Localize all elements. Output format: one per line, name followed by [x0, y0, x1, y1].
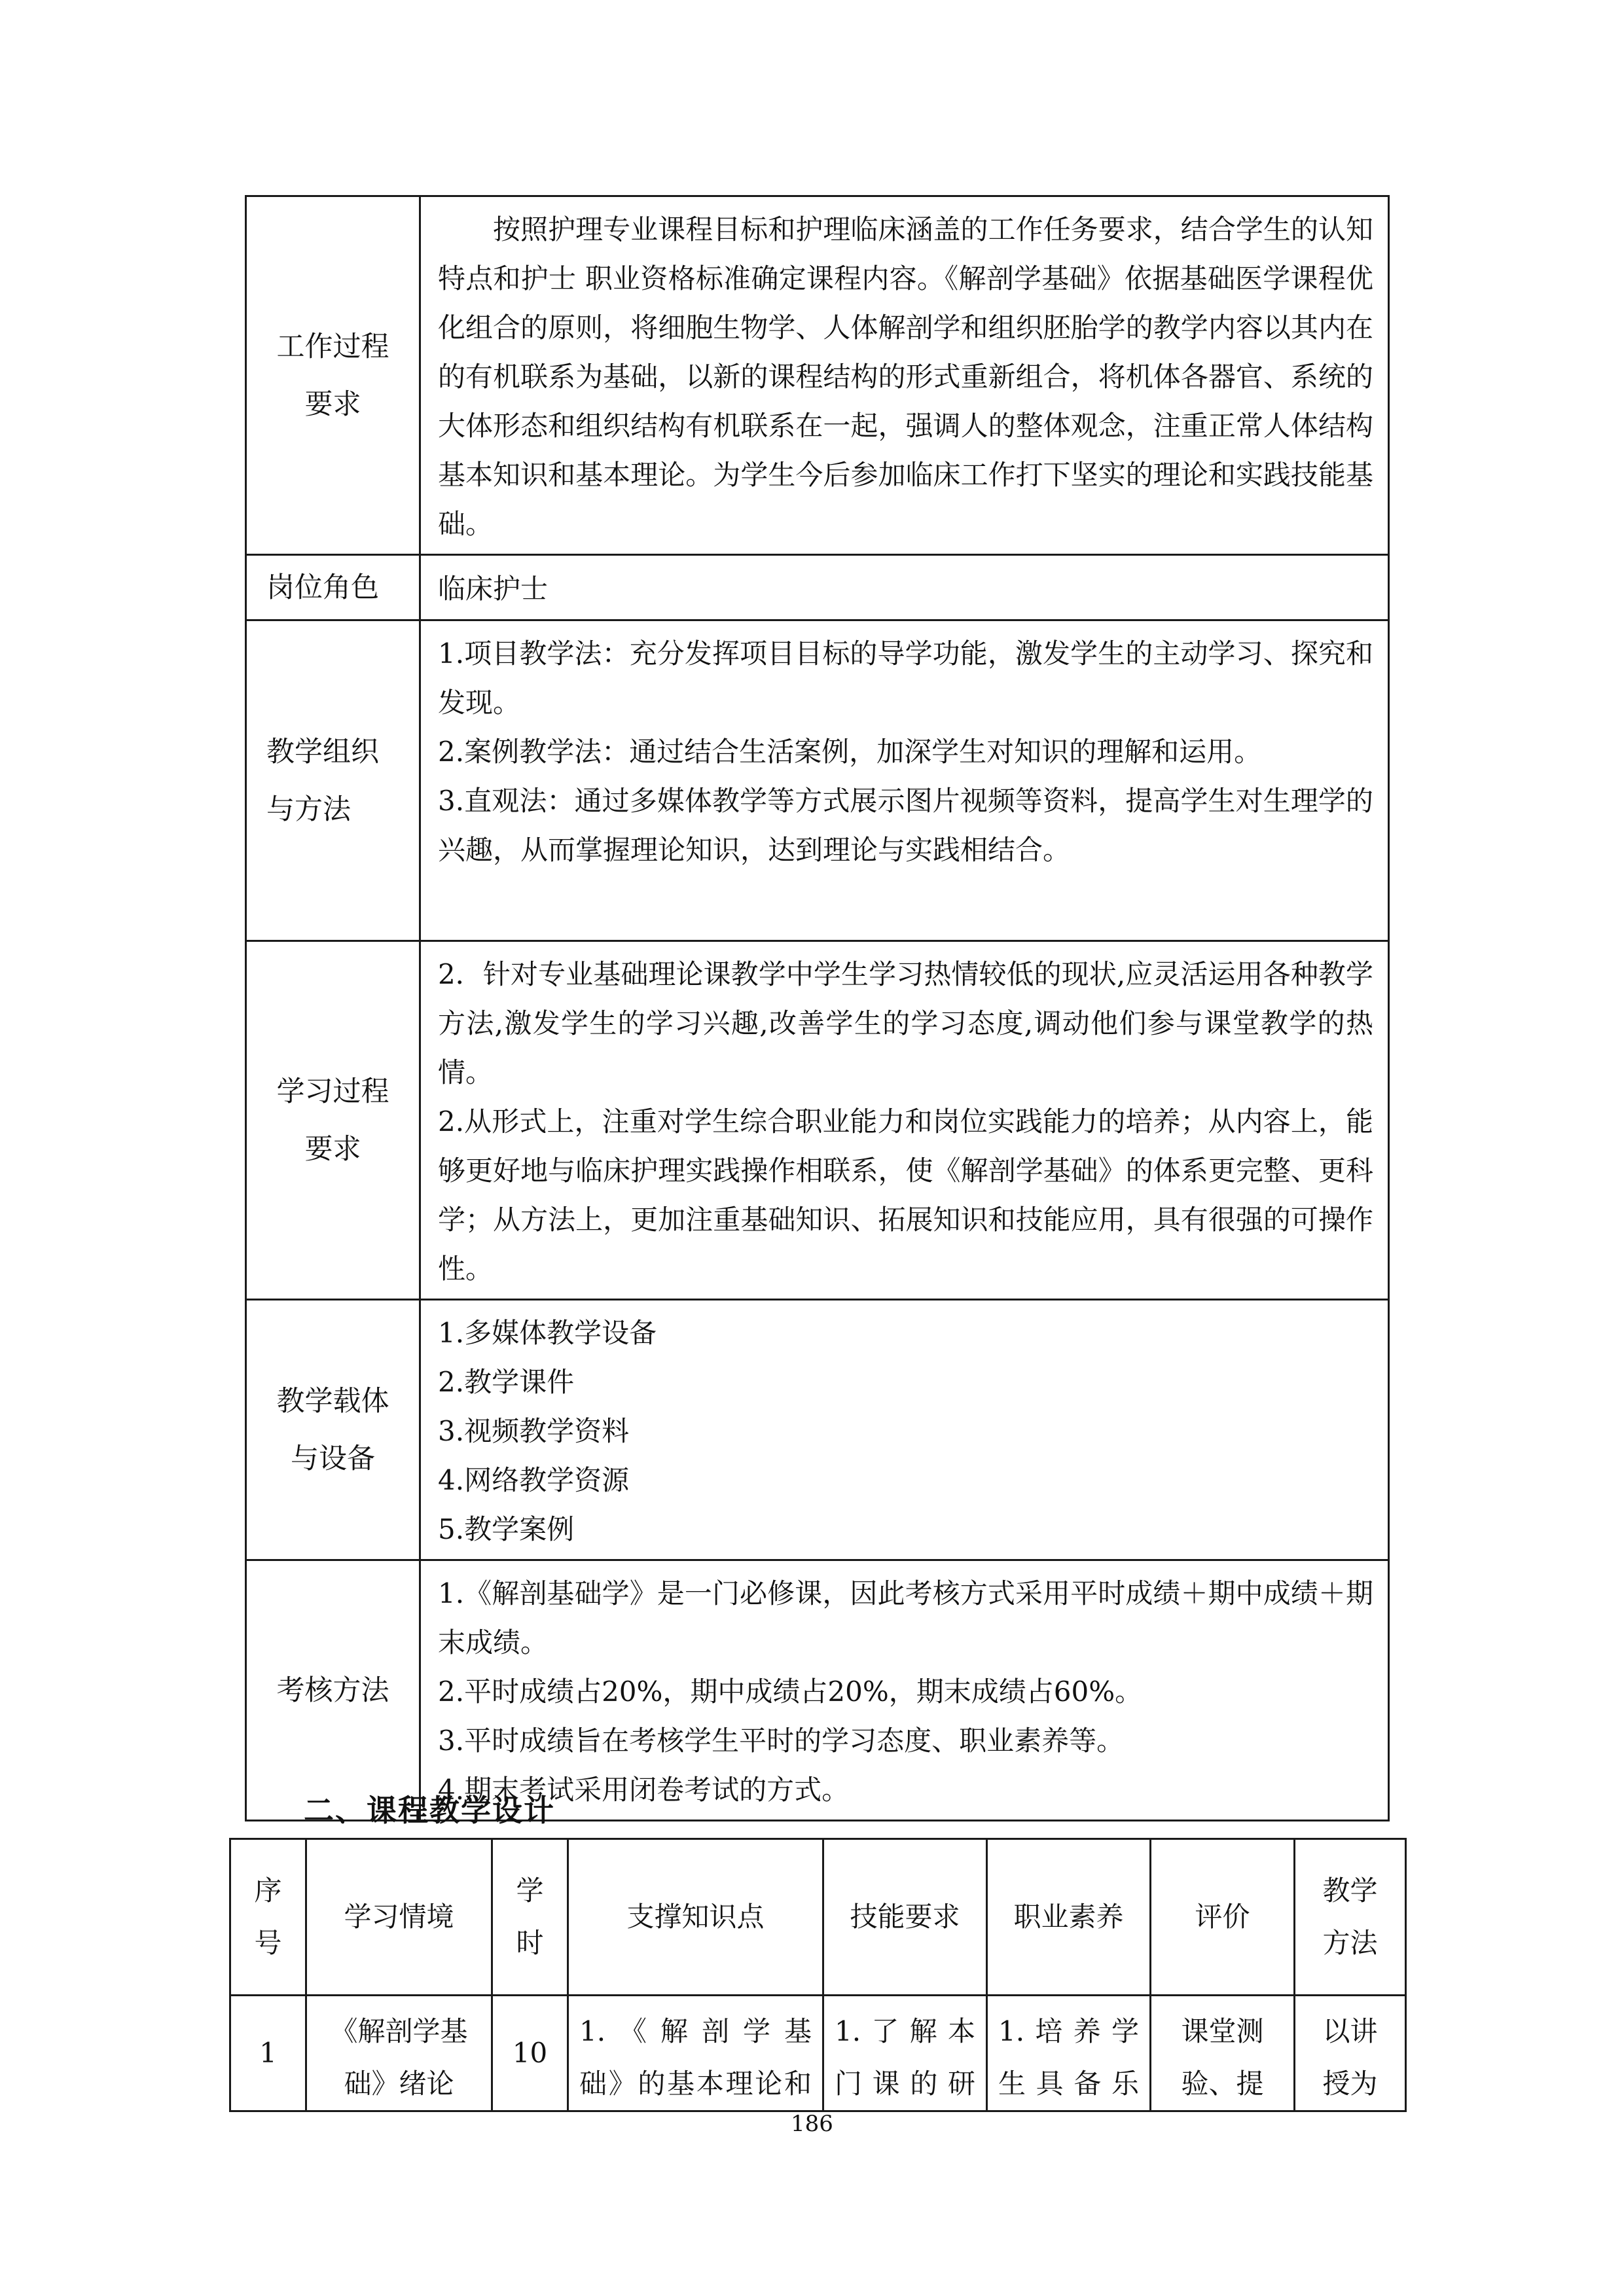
table-header-row	[230, 1839, 1406, 1996]
header-cell-literacy: 职业素养	[987, 1839, 1151, 1996]
header-cell-situation: 学习情境	[306, 1839, 492, 1996]
table-row	[230, 1996, 1406, 2111]
list-item: 4.网络教学资源	[438, 1464, 630, 1496]
header-cell-no: 序 号	[230, 1839, 306, 1996]
row-content	[420, 196, 1389, 555]
row-label: 考核方法	[246, 1560, 420, 1821]
list-item: 4.期末考试采用闭卷考试的方式。	[438, 1774, 850, 1806]
row-label: 教学组织 与方法	[246, 620, 420, 941]
row-content	[420, 620, 1389, 941]
paragraph: 3.直观法：通过多媒体教学等方式展示图片视频等资料，提高学生对生理学的兴趣，从而掌握理论知识，达到理论与实践相结合。	[438, 785, 1373, 866]
row-label: 工作过程 要求	[246, 196, 420, 555]
list-item: 1.多媒体教学设备	[438, 1317, 657, 1349]
cell-situation: 《解剖学基 础》绪论	[306, 1996, 492, 2111]
row-content	[420, 555, 1389, 620]
paragraph: 1.项目教学法：充分发挥项目目标的导学功能，激发学生的主动学习、探究和发现。	[438, 637, 1373, 719]
row-content	[420, 941, 1389, 1300]
header-cell-evaluation: 评价	[1151, 1839, 1295, 1996]
table-row	[246, 1300, 1389, 1560]
cell-hours: 10	[492, 1996, 568, 2111]
list-item: 2.平时成绩占20%，期中成绩占20%，期末成绩占60%。	[438, 1676, 1143, 1708]
cell-evaluation: 课堂测 验、提	[1151, 1996, 1295, 2111]
course-design-table	[229, 1838, 1407, 2112]
list-item: 3.平时成绩旨在考核学生平时的学习态度、职业素养等。	[438, 1725, 1125, 1757]
cell-skills: 1.了解本 门课的研	[823, 1996, 987, 2111]
page-number: 186	[791, 2111, 833, 2137]
row-label: 学习过程 要求	[246, 941, 420, 1300]
header-cell-hours: 学 时	[492, 1839, 568, 1996]
list-item: 5.教学案例	[438, 1513, 575, 1545]
row-label: 教学载体 与设备	[246, 1300, 420, 1560]
course-requirements-table	[245, 195, 1390, 1821]
section-title: 二、课程教学设计	[304, 1793, 555, 1828]
cell-literacy: 1.培养学 生具备乐	[987, 1996, 1151, 2111]
list-item: 2.教学课件	[438, 1366, 575, 1398]
header-cell-knowledge: 支撑知识点	[568, 1839, 823, 1996]
paragraph: 2.案例教学法：通过结合生活案例，加深学生对知识的理解和运用。	[438, 736, 1262, 768]
list-item: 1.《解剖基础学》是一门必修课，因此考核方式采用平时成绩＋期中成绩＋期末成绩。	[438, 1577, 1373, 1659]
header-cell-method: 教学 方法	[1295, 1839, 1406, 1996]
paragraph: 2.从形式上，注重对学生综合职业能力和岗位实践能力的培养；从内容上，能够更好地与临床护理实践操作相联系，使《解剖学基础》的体系更完整、更科学；从方法上，更加注重基础知识、拓展知识和技能应用，具有很强的可操作性。	[438, 1105, 1373, 1285]
paragraph: 2．针对专业基础理论课教学中学生学习热情较低的现状,应灵活运用各种教学方法,激发学生的学习兴趣,改善学生的学习态度,调动他们参与课堂教学的热情。	[438, 958, 1373, 1088]
row-label: 岗位角色	[246, 555, 420, 620]
table-row	[246, 196, 1389, 555]
paragraph: 按照护理专业课程目标和护理临床涵盖的工作任务要求，结合学生的认知特点和护士 职业资格标准确定课程内容。《解剖学基础》依据基础医学课程优化组合的原则，将细胞生物学、人体解剖学和组织胚胎学的教学内容以其内在的有机联系为基础，以新的课程结构的形式重新组合，将机体各器官、系统的大体形态和组织结构有机联系在一起，强调人的整体观念，注重正常人体结构基本知识和基本理论。为学生今后参加临床工作打下坚实的理论和实践技能基础。	[438, 213, 1373, 540]
header-cell-skills: 技能要求	[823, 1839, 987, 1996]
paragraph: 临床护士	[438, 573, 549, 605]
row-content	[420, 1560, 1389, 1821]
cell-no: 1	[230, 1996, 306, 2111]
row-content	[420, 1300, 1389, 1560]
cell-method: 以讲 授为	[1295, 1996, 1406, 2111]
cell-knowledge: 1.《解剖学基 础》的基本理论和	[568, 1996, 823, 2111]
list-item: 3.视频教学资料	[438, 1415, 630, 1447]
table-row	[246, 620, 1389, 941]
table-row	[246, 1560, 1389, 1821]
table-row	[246, 941, 1389, 1300]
table-row	[246, 555, 1389, 620]
